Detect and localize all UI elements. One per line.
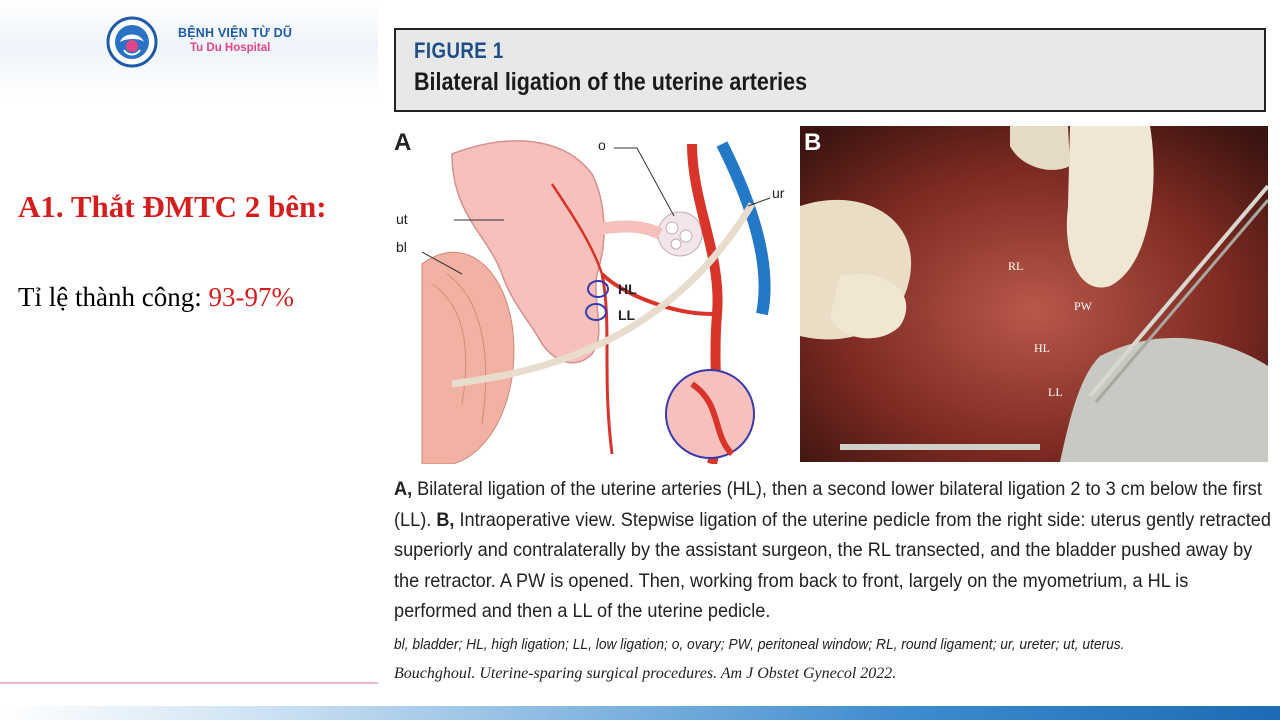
hospital-logo-icon [106, 16, 158, 68]
label-uterus: ut [396, 211, 408, 227]
label-bladder: bl [396, 239, 407, 255]
label-low-ligation-b: LL [1048, 385, 1063, 399]
abbreviations: bl, bladder; HL, high ligation; LL, low ligation; o, ovary; PW, peritoneal window; RL, round ligament; ur, ureter; ut, uterus. [394, 636, 1125, 653]
figure-header [394, 28, 1266, 112]
hospital-name: BỆNH VIỆN TỪ DŨ [178, 26, 293, 40]
label-high-ligation-b: HL [1034, 341, 1050, 355]
header-band [0, 0, 378, 100]
slide-title: A1. Thắt ĐMTC 2 bên: [18, 189, 327, 224]
figure-title: Bilateral ligation of the uterine arteries [414, 68, 808, 96]
label-high-ligation: HL [618, 281, 637, 297]
figure-label: FIGURE 1 [414, 38, 504, 63]
label-ovary: o [598, 137, 606, 153]
panel-b-letter: B [804, 129, 822, 156]
label-peritoneal-window: PW [1074, 299, 1092, 313]
success-rate [18, 282, 294, 313]
panel-a-letter: A [394, 129, 412, 156]
caption-a-text: Bilateral ligation of the uterine arteries (HL), then a second lower bilateral ligation 2 to 3 cm below the first (LL). [394, 478, 1262, 531]
success-rate-label: Tỉ lệ thành công: [18, 282, 209, 312]
caption-b-letter: B, [436, 508, 455, 531]
caption-b-text: Intraoperative view. Stepwise ligation of the uterine pedicle from the right side: uterus gently retracted superiorly and contralaterally by the assistant surgeon, the RL transected, and the bladder pushed away by the retractor. A PW is opened. Then, working from back to front, largely on the myometrium, a HL is performed and then a LL of the uterine pedicle. [394, 508, 1271, 622]
intraoperative-photo-panel-b [800, 126, 1268, 462]
success-rate-value: 93-97% [208, 282, 294, 312]
illustration-panel-a [392, 124, 790, 464]
caption-a-letter: A, [394, 478, 413, 500]
figure-caption [394, 474, 1273, 627]
hospital-subname: Tu Du Hospital [190, 42, 271, 54]
label-low-ligation: LL [618, 307, 636, 323]
citation: Bouchghoul. Uterine-sparing surgical procedures. Am J Obstet Gynecol 2022. [394, 665, 897, 682]
left-divider [0, 682, 378, 684]
label-ureter: ur [772, 185, 785, 201]
label-round-ligament: RL [1008, 259, 1024, 273]
bottom-decorative-bar [0, 706, 1280, 720]
